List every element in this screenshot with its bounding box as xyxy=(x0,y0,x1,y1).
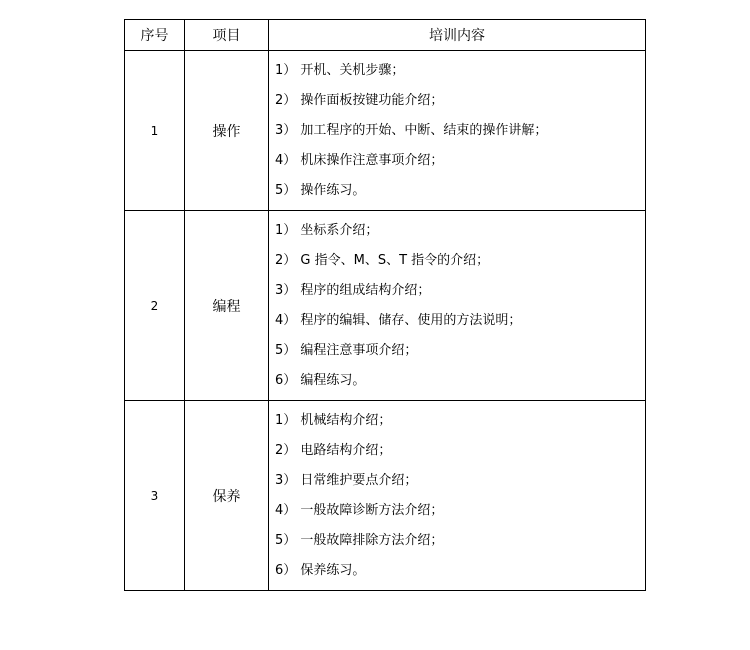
header-item: 项目 xyxy=(185,20,269,51)
content-line: 1） 坐标系介绍； xyxy=(275,223,379,238)
content-cell xyxy=(269,51,646,211)
content-cell xyxy=(269,401,646,591)
table-row xyxy=(125,401,646,591)
serial-number-cell: 1 xyxy=(125,51,185,211)
serial-number-cell: 3 xyxy=(125,401,185,591)
content-line: 1） 开机、关机步骤； xyxy=(275,63,405,78)
header-serial-number: 序号 xyxy=(125,20,185,51)
content-line: 6） 编程练习。 xyxy=(275,373,366,388)
item-cell: 编程 xyxy=(185,211,269,401)
content-line: 3） 加工程序的开始、中断、结束的操作讲解； xyxy=(275,123,548,138)
content-line: 4） 机床操作注意事项介绍； xyxy=(275,153,444,168)
content-line: 6） 保养练习。 xyxy=(275,563,366,578)
item-cell: 操作 xyxy=(185,51,269,211)
content-line: 4） 程序的编辑、储存、使用的方法说明； xyxy=(275,313,522,328)
content-line: 2） G 指令、M、S、T 指令的介绍； xyxy=(275,253,490,268)
content-line: 1） 机械结构介绍； xyxy=(275,413,392,428)
content-line: 3） 日常维护要点介绍； xyxy=(275,473,418,488)
content-line: 2） 操作面板按键功能介绍； xyxy=(275,93,444,108)
content-line: 3） 程序的组成结构介绍； xyxy=(275,283,431,298)
content-cell xyxy=(269,211,646,401)
header-training-content: 培训内容 xyxy=(269,20,646,51)
table-row xyxy=(125,51,646,211)
content-line: 2） 电路结构介绍； xyxy=(275,443,392,458)
header-row xyxy=(125,20,646,51)
serial-number-cell: 2 xyxy=(125,211,185,401)
content-line: 5） 编程注意事项介绍； xyxy=(275,343,418,358)
content-line: 4） 一般故障诊断方法介绍； xyxy=(275,503,444,518)
training-table xyxy=(124,19,646,591)
table-row xyxy=(125,211,646,401)
content-line: 5） 操作练习。 xyxy=(275,183,366,198)
item-cell: 保养 xyxy=(185,401,269,591)
content-line: 5） 一般故障排除方法介绍； xyxy=(275,533,444,548)
